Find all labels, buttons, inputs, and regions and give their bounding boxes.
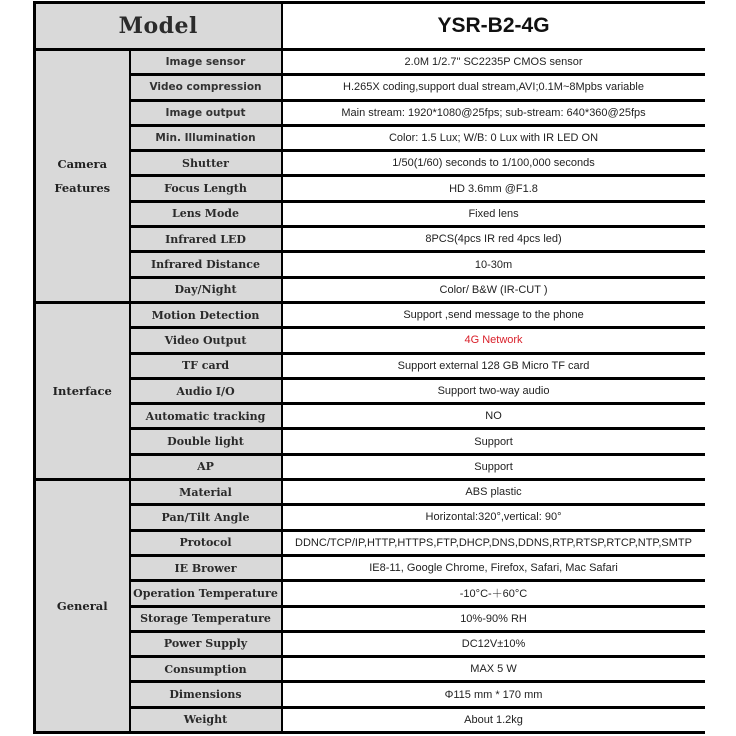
category-line: Camera	[57, 156, 108, 171]
spec-value: NO	[282, 404, 705, 429]
spec-label: Shutter	[130, 151, 282, 176]
table-row	[35, 302, 705, 327]
category-camera-features	[35, 50, 130, 303]
spec-value: DDNC/TCP/IP,HTTP,HTTPS,FTP,DHCP,DNS,DDNS,RTP,RTSP,RTCP,NTP,SMTP	[282, 530, 705, 555]
spec-value: Fixed lens	[282, 201, 705, 226]
category-line: Features	[54, 180, 111, 195]
spec-label: Day/Night	[130, 277, 282, 302]
table-row	[35, 378, 705, 403]
spec-value: 10%-90% RH	[282, 606, 705, 631]
spec-label: IE Brower	[130, 555, 282, 580]
category-general	[35, 480, 130, 733]
table-row	[35, 176, 705, 201]
table-row	[35, 429, 705, 454]
spec-value: Color/ B&W (IR-CUT )	[282, 277, 705, 302]
spec-value: Φ115 mm * 170 mm	[282, 682, 705, 707]
spec-label: Image output	[130, 100, 282, 125]
spec-label: Motion Detection	[130, 302, 282, 327]
spec-value: About 1.2kg	[282, 707, 705, 732]
header-row	[35, 3, 705, 50]
table-row	[35, 505, 705, 530]
spec-value: Color: 1.5 Lux; W/B: 0 Lux with IR LED ON	[282, 125, 705, 150]
table-row	[35, 252, 705, 277]
spec-label: Operation Temperature	[130, 581, 282, 606]
spec-label: Min. Illumination	[130, 125, 282, 150]
spec-label: Storage Temperature	[130, 606, 282, 631]
table-row	[35, 581, 705, 606]
spec-value: ABS plastic	[282, 480, 705, 505]
spec-value: 2.0M 1/2.7" SC2235P CMOS sensor	[282, 50, 705, 75]
table-row	[35, 682, 705, 707]
spec-value: -10°C-＋60°C	[282, 581, 705, 606]
table-row	[35, 404, 705, 429]
spec-value: 10-30m	[282, 252, 705, 277]
spec-label: Double light	[130, 429, 282, 454]
table-row	[35, 201, 705, 226]
table-row	[35, 151, 705, 176]
table-row	[35, 50, 705, 75]
table-row	[35, 353, 705, 378]
table-row	[35, 707, 705, 732]
model-value: YSR-B2-4G	[282, 3, 705, 50]
category-line: General	[56, 599, 108, 614]
table-row	[35, 480, 705, 505]
spec-value: 1/50(1/60) seconds to 1/100,000 seconds	[282, 151, 705, 176]
spec-value: H.265X coding,support dual stream,AVI;0.1M~8Mpbs variable	[282, 75, 705, 100]
spec-value: Horizontal:320°,vertical: 90°	[282, 505, 705, 530]
spec-value: 8PCS(4pcs IR red 4pcs led)	[282, 227, 705, 252]
spec-value-highlighted: 4G Network	[282, 328, 705, 353]
spec-label: Focus Length	[130, 176, 282, 201]
category-interface	[35, 302, 130, 479]
spec-label: Audio I/O	[130, 378, 282, 403]
table-row	[35, 277, 705, 302]
spec-value: DC12V±10%	[282, 631, 705, 656]
spec-label: Image sensor	[130, 50, 282, 75]
spec-label: Dimensions	[130, 682, 282, 707]
spec-label: Weight	[130, 707, 282, 732]
spec-label: Material	[130, 480, 282, 505]
spec-table	[33, 1, 705, 734]
spec-label: Power Supply	[130, 631, 282, 656]
spec-label: Infrared Distance	[130, 252, 282, 277]
spec-value: Support ,send message to the phone	[282, 302, 705, 327]
category-line: Interface	[52, 384, 112, 398]
spec-label: Video Output	[130, 328, 282, 353]
spec-value: Support	[282, 454, 705, 479]
table-row	[35, 530, 705, 555]
table-row	[35, 555, 705, 580]
model-label: Model	[35, 3, 282, 50]
spec-label: Infrared LED	[130, 227, 282, 252]
table-row	[35, 328, 705, 353]
spec-label: Protocol	[130, 530, 282, 555]
spec-label: AP	[130, 454, 282, 479]
spec-label: Consumption	[130, 657, 282, 682]
table-row	[35, 227, 705, 252]
table-row	[35, 657, 705, 682]
table-row	[35, 631, 705, 656]
spec-value: HD 3.6mm @F1.8	[282, 176, 705, 201]
table-row	[35, 606, 705, 631]
table-row	[35, 125, 705, 150]
spec-value: Support	[282, 429, 705, 454]
spec-label: Automatic tracking	[130, 404, 282, 429]
table-row	[35, 75, 705, 100]
spec-value: Main stream: 1920*1080@25fps; sub-stream: 640*360@25fps	[282, 100, 705, 125]
spec-label: Pan/Tilt Angle	[130, 505, 282, 530]
table-row	[35, 454, 705, 479]
spec-label: Video compression	[130, 75, 282, 100]
spec-value: Support external 128 GB Micro TF card	[282, 353, 705, 378]
spec-value: Support two-way audio	[282, 378, 705, 403]
spec-value: IE8-11, Google Chrome, Firefox, Safari, Mac Safari	[282, 555, 705, 580]
spec-label: TF card	[130, 353, 282, 378]
spec-value: MAX 5 W	[282, 657, 705, 682]
table-row	[35, 100, 705, 125]
spec-label: Lens Mode	[130, 201, 282, 226]
